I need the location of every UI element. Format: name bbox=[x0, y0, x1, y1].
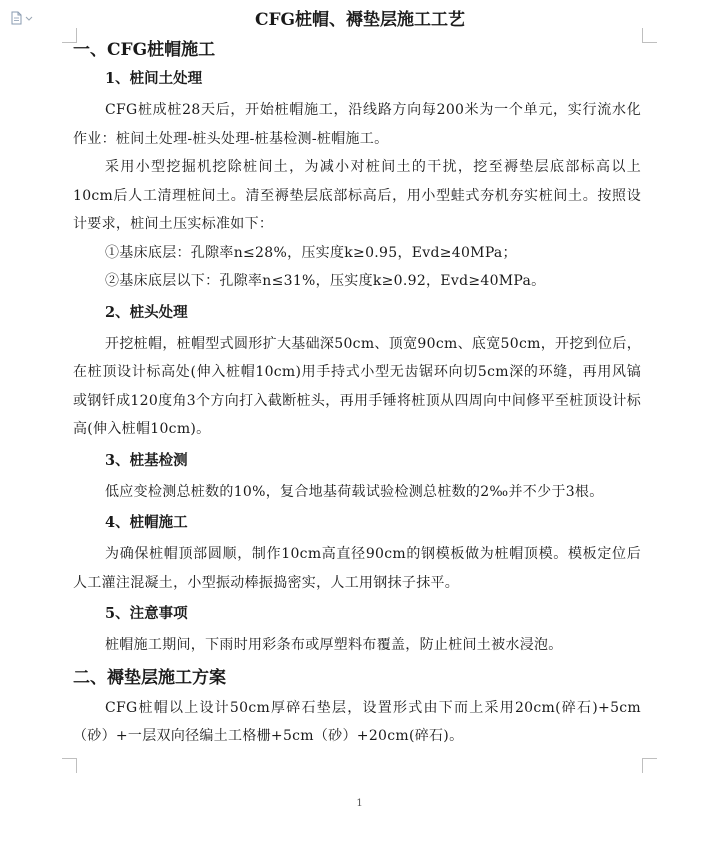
document-title: CFG桩帽、褥垫层施工工艺 bbox=[254, 10, 466, 30]
subsection-heading: 2、桩头处理 bbox=[105, 303, 188, 321]
section-heading: 一、CFG桩帽施工 bbox=[73, 40, 216, 60]
section-heading: 二、褥垫层施工方案 bbox=[73, 667, 226, 688]
page-number: 1 bbox=[356, 798, 363, 809]
subsection-heading: 5、注意事项 bbox=[105, 605, 188, 622]
margin-corner-top-right bbox=[642, 28, 657, 43]
paragraph: CFG桩帽以上设计50cm厚碎石垫层，设置形式由下而上采用20cm(碎石)+5cm（砂）+一层双向径编土工格栅+5cm（砂）+20cm(碎石)。 bbox=[73, 699, 641, 744]
list-item: ②基床底层以下：孔隙率n≤31%，压实度k≥0.92，Evd≥40MPa。 bbox=[105, 273, 546, 289]
subsection-heading: 4、桩帽施工 bbox=[105, 514, 188, 531]
paragraph: 为确保桩帽顶部圆顺，制作10cm高直径90cm的钢模板做为桩帽顶模。模板定位后人工灌注混凝土，小型振动棒振捣密实，人工用钢抹子抹平。 bbox=[73, 546, 641, 591]
paragraph: 桩帽施工期间，下雨时用彩条布或厚塑料布覆盖，防止桩间土被水浸泡。 bbox=[105, 637, 563, 653]
list-item: ①基床底层：孔隙率n≤28%，压实度k≥0.95，Evd≥40MPa； bbox=[105, 244, 517, 261]
margin-corner-bottom-right bbox=[642, 758, 657, 773]
paragraph: 低应变检测总桩数的10%，复合地基荷载试验检测总桩数的2‰并不少于3根。 bbox=[105, 483, 604, 500]
margin-corner-bottom-left bbox=[62, 758, 77, 773]
paragraph: 开挖桩帽，桩帽型式圆形扩大基础深50cm、顶宽90cm、底宽50cm，开挖到位后，在桩顶设计标高处(伸入桩帽10cm)用手持式小型无齿锯环向切5cm深的环缝，再用风镐或钢钎成120度角3个方向打入截断桩头，再用手锤将桩顶从四周向中间修平至桩顶设计标高(伸入桩帽10cm)。 bbox=[73, 335, 641, 437]
paragraph: CFG桩成桩28天后，开始桩帽施工，沿线路方向每200米为一个单元，实行流水化作业：桩间土处理-桩头处理-桩基检测-桩帽施工。 bbox=[73, 102, 641, 147]
subsection-heading: 1、桩间土处理 bbox=[105, 70, 203, 87]
document-body[interactable] bbox=[73, 8, 641, 751]
paragraph: 采用小型挖掘机挖除桩间土，为减小对桩间土的干扰，挖至褥垫层底部标高以上10cm后人工清理桩间土。清至褥垫层底部标高后，用小型蛙式夯机夯实桩间土。按照设计要求，桩间土压实标准如下： bbox=[73, 159, 641, 232]
document-icon[interactable] bbox=[10, 10, 36, 24]
subsection-heading: 3、桩基检测 bbox=[105, 451, 188, 469]
